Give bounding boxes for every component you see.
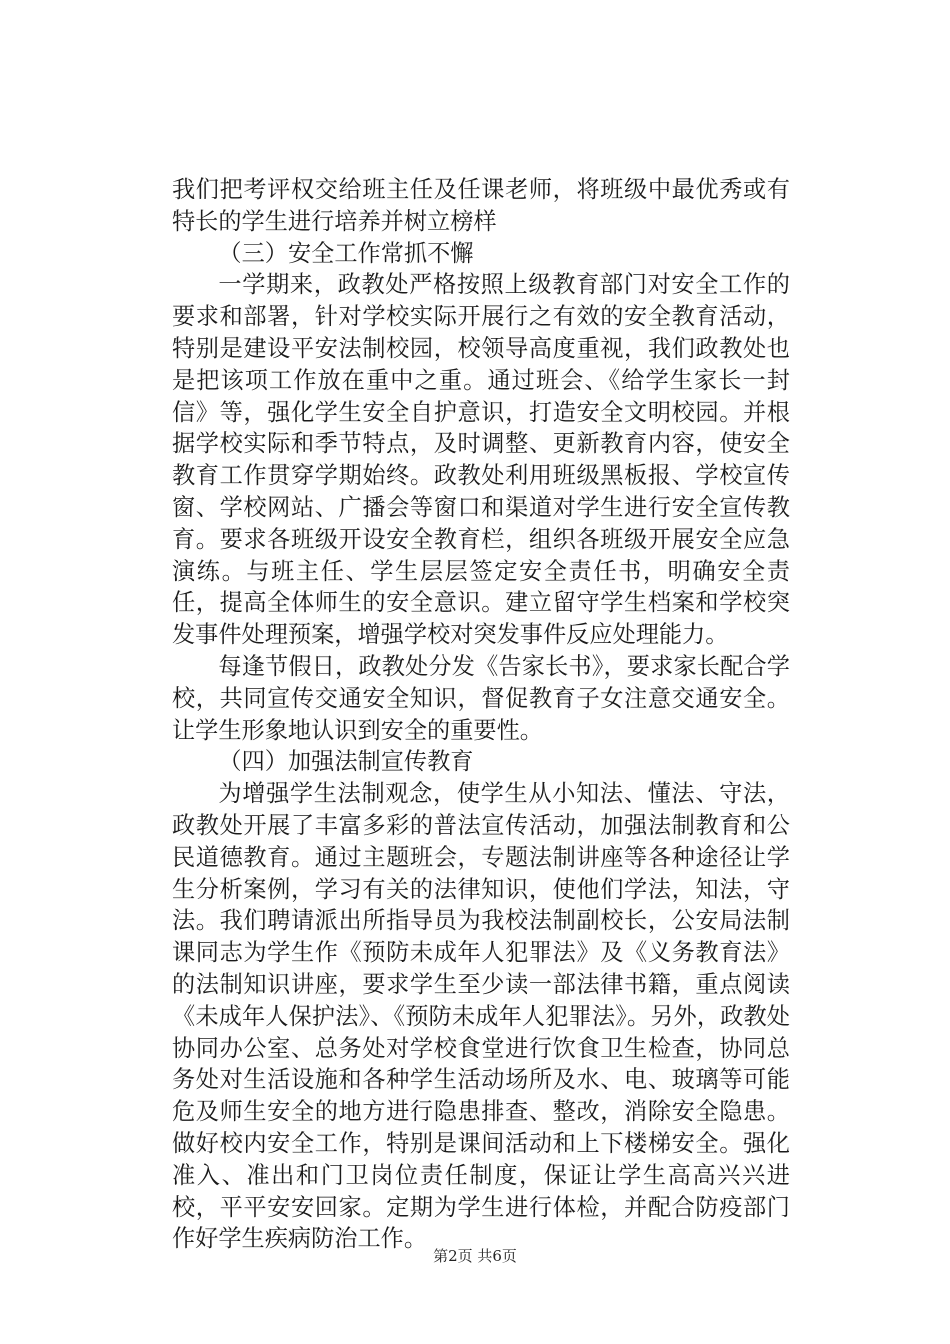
paragraph-continuation: 我们把考评权交给班主任及任课老师，将班级中最优秀或有特长的学生进行培养并树立榜样 bbox=[172, 176, 790, 235]
section-heading-legal-education: （四）加强法制宣传教育 bbox=[218, 748, 474, 776]
paragraph-holiday-notice: 每逢节假日，政教处分发《告家长书》，要求家长配合学校，共同宣传交通安全知识，督促教育子女注意交通安全。让学生形象地认识到安全的重要性。 bbox=[172, 652, 790, 744]
paragraph-safety-work: 一学期来，政教处严格按照上级教育部门对安全工作的要求和部署，针对学校实际开展行之有效的安全教育活动，特别是建设平安法制校园，校领导高度重视，我们政教处也是把该项工作放在重中之重。通过班会、《给学生家长一封信》等，强化学生安全自护意识，打造安全文明校园。并根据学校实际和季节特点，及时调整、更新教育内容，使安全教育工作贯穿学期始终。政教处利用班级黑板报、学校宣传窗、学校网站、广播会等窗口和渠道对学生进行安全宣传教育。要求各班级开设安全教育栏，组织各班级开展安全应急演练。与班主任、学生层层签定安全责任书，明确安全责任，提高全体师生的安全意识。建立留守学生档案和学校突发事件处理预案，增强学校对突发事件反应处理能力。 bbox=[172, 271, 790, 649]
section-heading-safety: （三）安全工作常抓不懈 bbox=[218, 239, 474, 267]
paragraph-legal-education: 为增强学生法制观念，使学生从小知法、懂法、守法，政教处开展了丰富多彩的普法宣传活动，加强法制教育和公民道德教育。通过主题班会，专题法制讲座等各种途径让学生分析案例，学习有关的法律知识，使他们学法，知法，守法。我们聘请派出所指导员为我校法制副校长，公安局法制课同志为学生作《预防未成年人犯罪法》及《义务教育法》的法制知识讲座，要求学生至少读一部法律书籍，重点阅读《未成年人保护法》、《预防未成年人犯罪法》。另外，政教处协同办公室、总务处对学校食堂进行饮食卫生检查，协同总务处对生活设施和各种学生活动场所及水、电、玻璃等可能危及师生安全的地方进行隐患排查、整改，消除安全隐患。做好校内安全工作，特别是课间活动和上下楼梯安全。强化准入、准出和门卫岗位责任制度，保证让学生高高兴兴进校，平平安安回家。定期为学生进行体检，并配合防疫部门作好学生疾病防治工作。 bbox=[172, 780, 790, 1253]
document-body bbox=[172, 174, 790, 1255]
page-footer bbox=[0, 1246, 950, 1266]
page-number: 第2页 共6页 bbox=[433, 1247, 517, 1265]
